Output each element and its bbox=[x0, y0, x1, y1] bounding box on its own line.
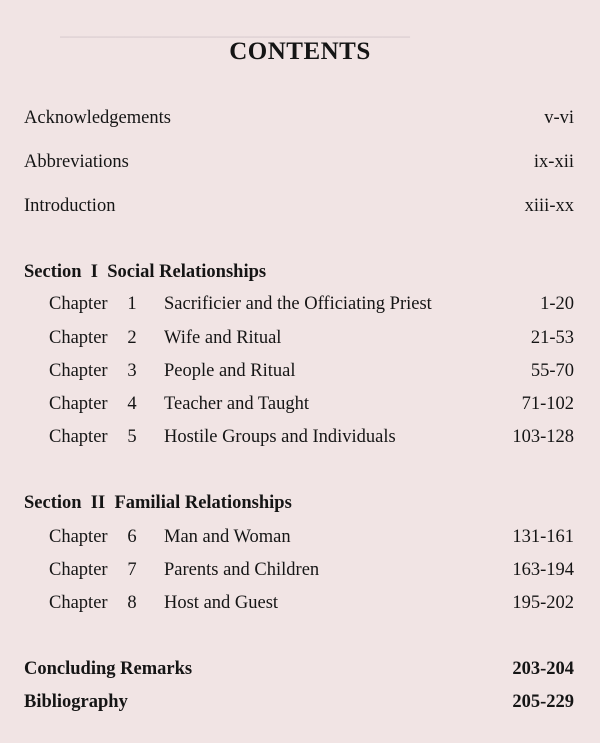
entry-label: Concluding Remarks bbox=[24, 659, 193, 679]
entry-pages: xiii-xx bbox=[524, 196, 574, 216]
section-label: Section I Social Relationships bbox=[24, 262, 267, 282]
chapter-pages: 71-102 bbox=[521, 394, 574, 414]
toc-chapter-5[interactable] bbox=[24, 424, 574, 450]
toc-chapter-7[interactable] bbox=[24, 557, 574, 583]
toc-chapter-6[interactable] bbox=[24, 524, 574, 550]
toc-chapter-2[interactable] bbox=[24, 325, 574, 351]
chapter-word: Chapter bbox=[49, 560, 108, 580]
chapter-word: Chapter bbox=[49, 527, 108, 547]
chapter-word: Chapter bbox=[49, 328, 108, 348]
toc-entry-abbreviations[interactable] bbox=[24, 149, 574, 175]
chapter-word: Chapter bbox=[49, 361, 108, 381]
chapter-title: Hostile Groups and Individuals bbox=[164, 427, 396, 447]
entry-label: Bibliography bbox=[24, 692, 128, 712]
chapter-pages: 103-128 bbox=[512, 427, 574, 447]
chapter-word: Chapter bbox=[49, 394, 108, 414]
chapter-pages: 195-202 bbox=[512, 593, 574, 613]
section-label: Section II Familial Relationships bbox=[24, 493, 292, 513]
chapter-word: Chapter bbox=[49, 593, 108, 613]
toc-entry-acknowledgements[interactable] bbox=[24, 105, 574, 131]
entry-label: Introduction bbox=[24, 196, 116, 216]
entry-pages: 205-229 bbox=[512, 692, 574, 712]
entry-label: Abbreviations bbox=[24, 152, 129, 172]
chapter-pages: 163-194 bbox=[512, 560, 574, 580]
chapter-number: 2 bbox=[127, 328, 137, 348]
entry-pages: 203-204 bbox=[512, 659, 574, 679]
chapter-number: 6 bbox=[127, 527, 137, 547]
chapter-title: People and Ritual bbox=[164, 361, 296, 381]
chapter-number: 8 bbox=[127, 593, 137, 613]
chapter-title: Teacher and Taught bbox=[164, 394, 310, 414]
toc-chapter-4[interactable] bbox=[24, 391, 574, 417]
page-title: CONTENTS bbox=[229, 38, 371, 65]
entry-pages: ix-xii bbox=[533, 152, 574, 172]
chapter-title: Host and Guest bbox=[164, 593, 279, 613]
chapter-number: 3 bbox=[127, 361, 137, 381]
chapter-pages: 55-70 bbox=[530, 361, 574, 381]
toc-entry-introduction[interactable] bbox=[24, 193, 574, 219]
chapter-pages: 21-53 bbox=[530, 328, 574, 348]
chapter-number: 1 bbox=[127, 294, 137, 314]
entry-pages: v-vi bbox=[544, 108, 574, 128]
toc-entry-concluding-remarks[interactable] bbox=[24, 656, 574, 682]
entry-label: Acknowledgements bbox=[24, 108, 171, 128]
toc-entry-bibliography[interactable] bbox=[24, 689, 574, 715]
chapter-title: Wife and Ritual bbox=[164, 328, 282, 348]
section-heading-2[interactable] bbox=[24, 490, 574, 516]
chapter-title: Parents and Children bbox=[164, 560, 320, 580]
chapter-word: Chapter bbox=[49, 294, 108, 314]
chapter-number: 5 bbox=[127, 427, 137, 447]
chapter-number: 4 bbox=[127, 394, 137, 414]
toc-chapter-8[interactable] bbox=[24, 590, 574, 616]
chapter-title: Sacrificier and the Officiating Priest bbox=[164, 294, 432, 314]
toc-chapter-3[interactable] bbox=[24, 358, 574, 384]
show-through-texture: ────────────────────────────────────── bbox=[60, 29, 410, 44]
chapter-pages: 1-20 bbox=[540, 294, 574, 314]
chapter-title: Man and Woman bbox=[164, 527, 291, 547]
toc-chapter-1[interactable] bbox=[24, 291, 574, 317]
chapter-pages: 131-161 bbox=[512, 527, 574, 547]
section-heading-1[interactable] bbox=[24, 259, 574, 285]
chapter-number: 7 bbox=[127, 560, 137, 580]
chapter-word: Chapter bbox=[49, 427, 108, 447]
